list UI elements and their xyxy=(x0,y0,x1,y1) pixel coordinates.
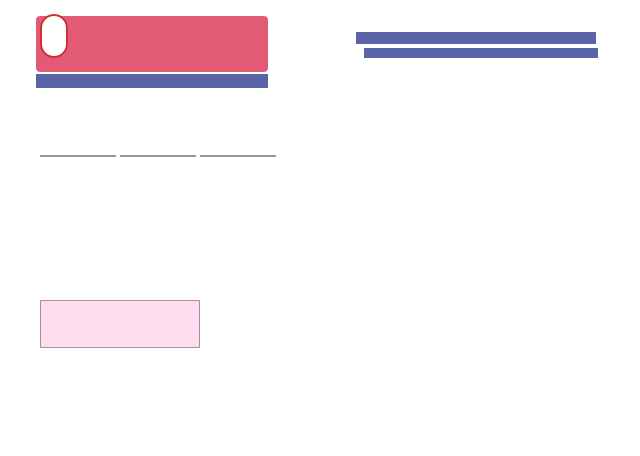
header-banner xyxy=(36,16,268,72)
index-column-1 xyxy=(40,155,116,157)
right-page xyxy=(320,0,640,456)
right-sidebar-label xyxy=(616,90,632,290)
index-column-2 xyxy=(120,155,196,157)
subtitle-bar xyxy=(36,74,268,88)
index-column-3 xyxy=(200,155,276,157)
example-panel xyxy=(40,300,200,348)
mascot-icon xyxy=(40,14,68,58)
year-title xyxy=(364,48,598,58)
left-sidebar-label xyxy=(6,90,22,290)
section-title xyxy=(356,32,596,44)
